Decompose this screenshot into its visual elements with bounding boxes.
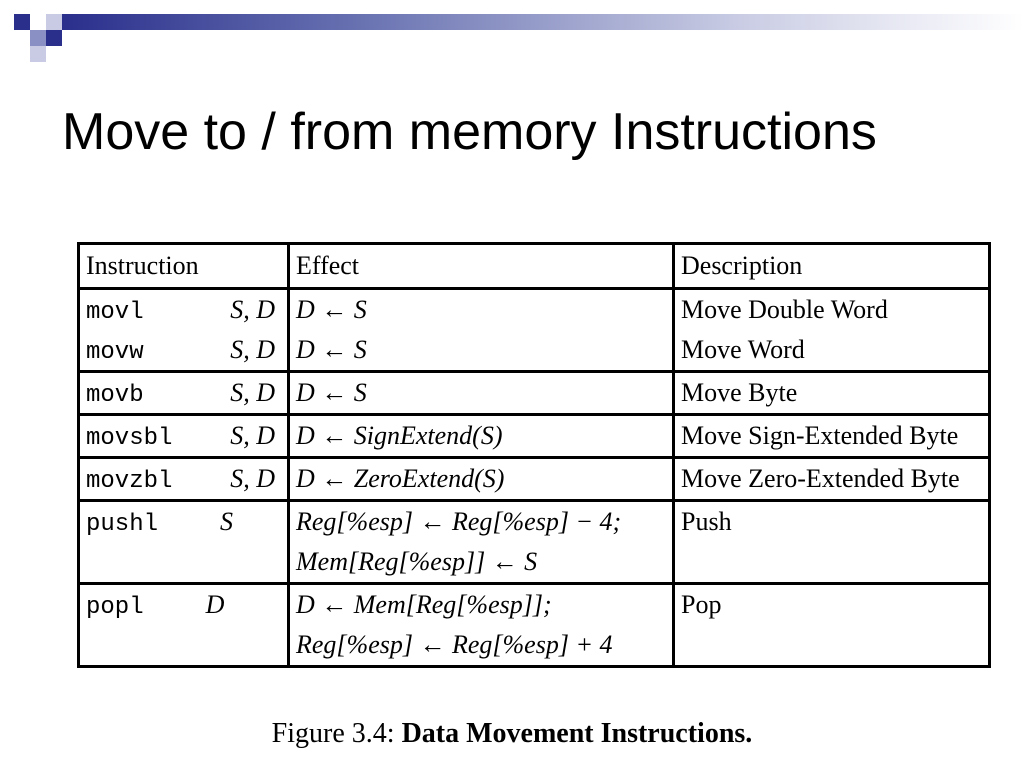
description-cell: [674, 458, 990, 501]
table-row: [79, 415, 990, 458]
instruction-mnemonic: pushl: [86, 511, 159, 538]
description-cell: [674, 289, 990, 372]
header-decoration: [0, 0, 1024, 60]
effect-cell: [289, 458, 674, 501]
table-row: [79, 458, 990, 501]
instruction-line: [86, 459, 281, 499]
deco-square: [46, 14, 62, 30]
table-row: [79, 289, 990, 372]
instruction-line: [86, 330, 281, 370]
data-movement-table: [77, 242, 991, 668]
instruction-cell: [79, 289, 289, 372]
instruction-mnemonic: movb: [86, 382, 144, 409]
figure-caption: [0, 718, 1024, 750]
table-header-row: [79, 244, 990, 289]
instruction-operands: S, D: [230, 335, 275, 364]
description-text: Push: [681, 507, 732, 536]
instruction-cell: [79, 501, 289, 584]
instruction-line: [86, 373, 281, 413]
table-row: [79, 372, 990, 415]
deco-gradient-bar: [62, 14, 1024, 30]
instruction-line: [86, 416, 281, 456]
slide-title: Move to / from memory Instructions: [62, 103, 877, 161]
table-row: [79, 584, 990, 667]
instruction-line: [86, 585, 281, 625]
description-cell: [674, 415, 990, 458]
effect-text: Reg[%esp] ← Reg[%esp] − 4;: [296, 507, 622, 536]
effect-text: D ← SignExtend(S): [296, 421, 503, 450]
instruction-operands: S, D: [230, 421, 275, 450]
effect-text: Mem[Reg[%esp]] ← S: [296, 547, 538, 576]
table-row: [79, 501, 990, 584]
caption-prefix: Figure 3.4:: [271, 718, 402, 749]
deco-square: [30, 30, 46, 46]
effect-text: Reg[%esp] ← Reg[%esp] + 4: [296, 630, 613, 659]
instruction-cell: [79, 372, 289, 415]
effect-text: D ← S: [296, 295, 367, 324]
description-cell: [674, 501, 990, 584]
header-instruction: Instruction: [79, 244, 289, 289]
description-text: Move Byte: [681, 378, 798, 407]
effect-text: D ← S: [296, 335, 367, 364]
description-text: Move Double Word: [681, 295, 888, 324]
deco-square: [30, 46, 46, 62]
effect-cell: [289, 289, 674, 372]
instruction-operands: S, D: [230, 464, 275, 493]
deco-square: [14, 14, 30, 30]
header-description: Description: [674, 244, 990, 289]
instruction-operands: S, D: [230, 378, 275, 407]
instruction-operands: D: [205, 590, 225, 619]
instruction-mnemonic: movl: [86, 299, 144, 326]
instruction-mnemonic: movzbl: [86, 468, 173, 495]
header-effect: Effect: [289, 244, 674, 289]
instruction-operands: S: [220, 507, 234, 536]
instruction-mnemonic: movsbl: [86, 425, 173, 452]
effect-cell: [289, 415, 674, 458]
caption-title: Data Movement Instructions.: [401, 718, 753, 749]
instruction-mnemonic: movw: [86, 339, 144, 366]
description-text: Move Zero-Extended Byte: [681, 464, 960, 493]
deco-square: [46, 30, 62, 46]
description-text: Pop: [681, 590, 722, 619]
description-cell: [674, 584, 990, 667]
effect-cell: [289, 372, 674, 415]
instruction-line: [86, 502, 281, 542]
effect-text: D ← S: [296, 378, 367, 407]
instruction-mnemonic: popl: [86, 594, 144, 621]
description-text: Move Word: [681, 335, 805, 364]
effect-cell: [289, 584, 674, 667]
instruction-line: [86, 290, 281, 330]
instruction-cell: [79, 458, 289, 501]
effect-cell: [289, 501, 674, 584]
description-text: Move Sign-Extended Byte: [681, 421, 959, 450]
effect-text: D ← Mem[Reg[%esp]];: [296, 590, 552, 619]
instruction-operands: S, D: [230, 295, 275, 324]
instruction-cell: [79, 415, 289, 458]
description-cell: [674, 372, 990, 415]
effect-text: D ← ZeroExtend(S): [296, 464, 505, 493]
instruction-cell: [79, 584, 289, 667]
